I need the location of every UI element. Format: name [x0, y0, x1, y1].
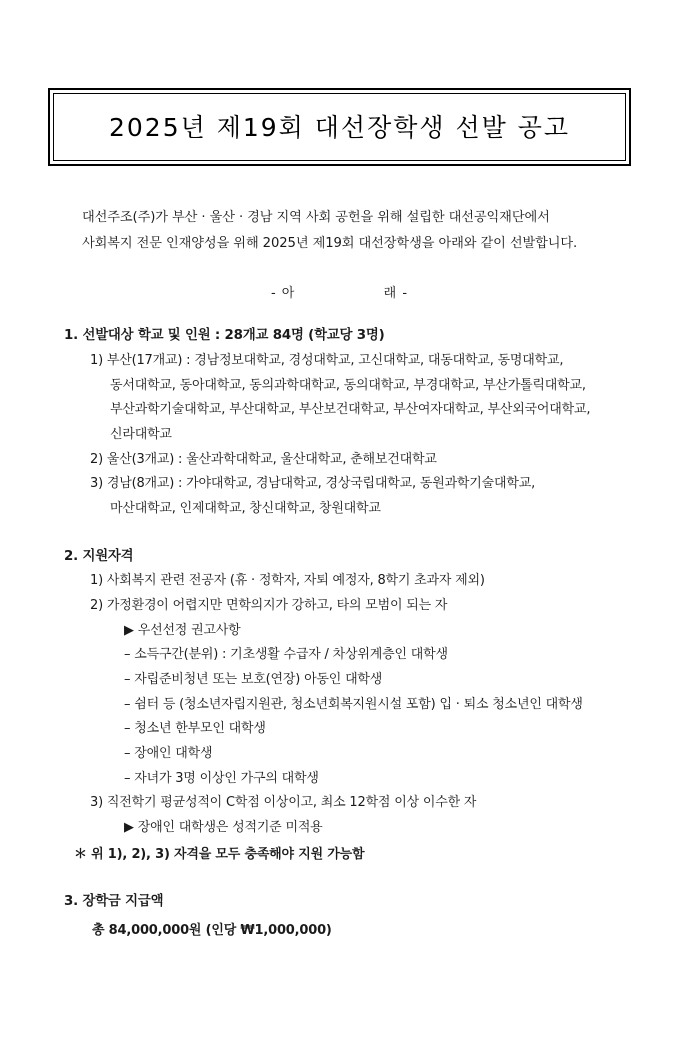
- section-1-item-1-cont-1: 동서대학교, 동아대학교, 동의과학대학교, 동의대학교, 부경대학교, 부산가톨릭대학교,: [110, 377, 586, 393]
- section-2-note: ＊ 위 1), 2), 3) 자격을 모두 충족해야 지원 가능함: [74, 846, 365, 862]
- title-box: [48, 88, 631, 166]
- section-1-item-3-cont-1: 마산대학교, 인제대학교, 창신대학교, 창원대학교: [110, 501, 381, 517]
- section-2-priority-item-6: – 자녀가 3명 이상인 가구의 대학생: [124, 770, 319, 786]
- section-2-item-3-sub: ▶ 장애인 대학생은 성적기준 미적용: [124, 820, 323, 836]
- section-2-priority-item-5: – 장애인 대학생: [124, 746, 213, 762]
- section-2-item-2: 2) 가정환경이 어렵지만 면학의지가 강하고, 타의 모범이 되는 자: [90, 597, 448, 613]
- page-title: 2025년 제19회 대선장학생 선발 공고: [108, 113, 571, 142]
- section-1-item-1-cont-2: 부산과학기술대학교, 부산대학교, 부산보건대학교, 부산여자대학교, 부산외국어대학교,: [110, 402, 591, 418]
- arae-left: - 아: [270, 286, 296, 302]
- section-1-item-1: 1) 부산(17개교) : 경남정보대학교, 경성대학교, 고신대학교, 대동대학교, 동명대학교,: [90, 352, 564, 368]
- section-2: [48, 544, 631, 868]
- section-3: [48, 889, 631, 943]
- section-2-priority-item-4: – 청소년 한부모인 대학생: [124, 721, 266, 737]
- title-box-inner: [53, 93, 626, 161]
- section-1-item-1-cont-3: 신라대학교: [110, 427, 172, 442]
- intro-line-2: 사회복지 전문 인재양성을 위해 2025년 제19회 대선장학생을 아래와 같이 선발합니다.: [82, 235, 578, 251]
- section-2-priority-item-1: – 소득구간(분위) : 기초생활 수급자 / 차상위계층인 대학생: [124, 647, 448, 663]
- section-3-heading: 3. 장학금 지급액: [64, 894, 164, 910]
- section-2-priority-item-2: – 자립준비청년 또는 보호(연장) 아동인 대학생: [124, 671, 383, 687]
- section-1-item-2: 2) 울산(3개교) : 울산과학대학교, 울산대학교, 춘해보건대학교: [90, 451, 437, 467]
- document-page: [0, 88, 679, 1048]
- arae-divider: [48, 282, 631, 301]
- intro-line-1: 대선주조(주)가 부산 · 울산 · 경남 지역 사회 공헌을 위해 설립한 대선공익재단에서: [82, 210, 550, 225]
- section-2-item-3: 3) 직전학기 평균성적이 C학점 이상이고, 최소 12학점 이상 이수한 자: [90, 795, 477, 811]
- section-1-item-3: 3) 경남(8개교) : 가야대학교, 경남대학교, 경상국립대학교, 동원과학기술대학교,: [90, 476, 536, 492]
- arae-right: 래 -: [383, 286, 409, 302]
- section-2-priority-item-3: – 쉼터 등 (청소년자립지원관, 청소년회복지원시설 포함) 입 · 퇴소 청소년인 대학생: [124, 696, 583, 712]
- intro-paragraph: [48, 205, 631, 256]
- section-3-amount: 총 84,000,000원 (인당 ₩1,000,000): [92, 922, 332, 938]
- section-1: [48, 323, 631, 521]
- section-1-heading: 1. 선발대상 학교 및 인원 : 28개교 84명 (학교당 3명): [64, 328, 385, 344]
- section-2-priority-label: ▶ 우선선정 권고사항: [124, 622, 241, 638]
- section-2-item-1: 1) 사회복지 관련 전공자 (휴 · 정학자, 자퇴 예정자, 8학기 초과자 제외): [90, 573, 485, 589]
- section-2-heading: 2. 지원자격: [64, 548, 134, 564]
